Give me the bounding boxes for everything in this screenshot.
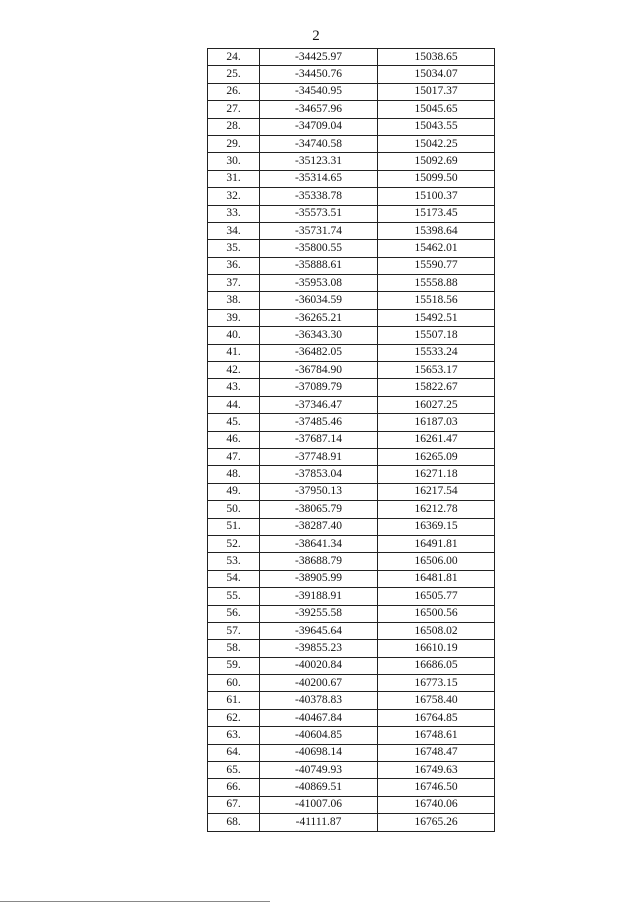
y-coordinate-cell: 16610.19 — [378, 640, 495, 657]
table-row — [208, 222, 495, 239]
y-coordinate-cell: 15017.37 — [378, 83, 495, 100]
x-coordinate-cell: -40749.93 — [260, 762, 378, 779]
table-row — [208, 170, 495, 187]
table-row — [208, 431, 495, 448]
point-number-cell: 47. — [208, 448, 260, 465]
table-row — [208, 675, 495, 692]
x-coordinate-cell: -34425.97 — [260, 49, 378, 66]
x-coordinate-cell: -36265.21 — [260, 309, 378, 326]
y-coordinate-cell: 15043.55 — [378, 118, 495, 135]
point-number-cell: 35. — [208, 240, 260, 257]
table-row — [208, 153, 495, 170]
table-row — [208, 205, 495, 222]
point-number-cell: 64. — [208, 744, 260, 761]
x-coordinate-cell: -40604.85 — [260, 727, 378, 744]
y-coordinate-cell: 16265.09 — [378, 448, 495, 465]
point-number-cell: 53. — [208, 553, 260, 570]
table-row — [208, 657, 495, 674]
table-row — [208, 779, 495, 796]
table-row — [208, 101, 495, 118]
y-coordinate-cell: 15653.17 — [378, 362, 495, 379]
x-coordinate-cell: -34540.95 — [260, 83, 378, 100]
x-coordinate-cell: -34450.76 — [260, 66, 378, 83]
x-coordinate-cell: -37346.47 — [260, 396, 378, 413]
x-coordinate-cell: -37950.13 — [260, 483, 378, 500]
y-coordinate-cell: 15507.18 — [378, 327, 495, 344]
table-row — [208, 692, 495, 709]
table-row — [208, 448, 495, 465]
table-row — [208, 727, 495, 744]
x-coordinate-cell: -38287.40 — [260, 518, 378, 535]
point-number-cell: 55. — [208, 588, 260, 605]
point-number-cell: 39. — [208, 309, 260, 326]
table-row — [208, 344, 495, 361]
table-row — [208, 292, 495, 309]
x-coordinate-cell: -40467.84 — [260, 709, 378, 726]
point-number-cell: 43. — [208, 379, 260, 396]
table-row — [208, 66, 495, 83]
coordinates-table — [207, 48, 495, 832]
table-row — [208, 257, 495, 274]
coordinates-table-body — [208, 49, 495, 832]
point-number-cell: 46. — [208, 431, 260, 448]
point-number-cell: 49. — [208, 483, 260, 500]
point-number-cell: 32. — [208, 188, 260, 205]
point-number-cell: 41. — [208, 344, 260, 361]
x-coordinate-cell: -34740.58 — [260, 135, 378, 152]
table-row — [208, 588, 495, 605]
table-row — [208, 118, 495, 135]
x-coordinate-cell: -37485.46 — [260, 414, 378, 431]
point-number-cell: 67. — [208, 796, 260, 813]
point-number-cell: 42. — [208, 362, 260, 379]
table-row — [208, 796, 495, 813]
point-number-cell: 62. — [208, 709, 260, 726]
point-number-cell: 56. — [208, 605, 260, 622]
table-row — [208, 327, 495, 344]
table-row — [208, 483, 495, 500]
y-coordinate-cell: 15099.50 — [378, 170, 495, 187]
table-row — [208, 379, 495, 396]
table-row — [208, 466, 495, 483]
table-row — [208, 83, 495, 100]
point-number-cell: 24. — [208, 49, 260, 66]
y-coordinate-cell: 16748.47 — [378, 744, 495, 761]
x-coordinate-cell: -36343.30 — [260, 327, 378, 344]
y-coordinate-cell: 15518.56 — [378, 292, 495, 309]
point-number-cell: 54. — [208, 570, 260, 587]
x-coordinate-cell: -39855.23 — [260, 640, 378, 657]
y-coordinate-cell: 15034.07 — [378, 66, 495, 83]
point-number-cell: 31. — [208, 170, 260, 187]
y-coordinate-cell: 16506.00 — [378, 553, 495, 570]
table-row — [208, 396, 495, 413]
table-row — [208, 553, 495, 570]
x-coordinate-cell: -37687.14 — [260, 431, 378, 448]
table-row — [208, 518, 495, 535]
point-number-cell: 65. — [208, 762, 260, 779]
x-coordinate-cell: -40378.83 — [260, 692, 378, 709]
x-coordinate-cell: -36482.05 — [260, 344, 378, 361]
point-number-cell: 28. — [208, 118, 260, 135]
table-row — [208, 709, 495, 726]
point-number-cell: 30. — [208, 153, 260, 170]
point-number-cell: 58. — [208, 640, 260, 657]
y-coordinate-cell: 15038.65 — [378, 49, 495, 66]
point-number-cell: 57. — [208, 622, 260, 639]
y-coordinate-cell: 15590.77 — [378, 257, 495, 274]
point-number-cell: 45. — [208, 414, 260, 431]
y-coordinate-cell: 15822.67 — [378, 379, 495, 396]
x-coordinate-cell: -41007.06 — [260, 796, 378, 813]
point-number-cell: 25. — [208, 66, 260, 83]
table-row — [208, 188, 495, 205]
x-coordinate-cell: -39188.91 — [260, 588, 378, 605]
x-coordinate-cell: -41111.87 — [260, 814, 378, 831]
y-coordinate-cell: 16505.77 — [378, 588, 495, 605]
table-row — [208, 762, 495, 779]
point-number-cell: 36. — [208, 257, 260, 274]
x-coordinate-cell: -37853.04 — [260, 466, 378, 483]
point-number-cell: 60. — [208, 675, 260, 692]
y-coordinate-cell: 16758.40 — [378, 692, 495, 709]
x-coordinate-cell: -35573.51 — [260, 205, 378, 222]
table-row — [208, 309, 495, 326]
x-coordinate-cell: -40698.14 — [260, 744, 378, 761]
x-coordinate-cell: -34709.04 — [260, 118, 378, 135]
point-number-cell: 50. — [208, 501, 260, 518]
y-coordinate-cell: 16508.02 — [378, 622, 495, 639]
table-row — [208, 744, 495, 761]
table-row — [208, 640, 495, 657]
x-coordinate-cell: -35314.65 — [260, 170, 378, 187]
point-number-cell: 38. — [208, 292, 260, 309]
point-number-cell: 40. — [208, 327, 260, 344]
point-number-cell: 37. — [208, 275, 260, 292]
x-coordinate-cell: -38641.34 — [260, 535, 378, 552]
x-coordinate-cell: -40200.67 — [260, 675, 378, 692]
y-coordinate-cell: 15398.64 — [378, 222, 495, 239]
point-number-cell: 34. — [208, 222, 260, 239]
x-coordinate-cell: -37748.91 — [260, 448, 378, 465]
y-coordinate-cell: 16187.03 — [378, 414, 495, 431]
x-coordinate-cell: -35123.31 — [260, 153, 378, 170]
table-row — [208, 622, 495, 639]
y-coordinate-cell: 16261.47 — [378, 431, 495, 448]
y-coordinate-cell: 16740.06 — [378, 796, 495, 813]
x-coordinate-cell: -36034.59 — [260, 292, 378, 309]
y-coordinate-cell: 15042.25 — [378, 135, 495, 152]
y-coordinate-cell: 16749.63 — [378, 762, 495, 779]
table-row — [208, 814, 495, 831]
y-coordinate-cell: 15173.45 — [378, 205, 495, 222]
x-coordinate-cell: -38905.99 — [260, 570, 378, 587]
y-coordinate-cell: 15462.01 — [378, 240, 495, 257]
point-number-cell: 68. — [208, 814, 260, 831]
x-coordinate-cell: -40869.51 — [260, 779, 378, 796]
point-number-cell: 66. — [208, 779, 260, 796]
x-coordinate-cell: -39255.58 — [260, 605, 378, 622]
x-coordinate-cell: -38688.79 — [260, 553, 378, 570]
table-row — [208, 135, 495, 152]
point-number-cell: 29. — [208, 135, 260, 152]
y-coordinate-cell: 15558.88 — [378, 275, 495, 292]
table-row — [208, 501, 495, 518]
point-number-cell: 48. — [208, 466, 260, 483]
table-row — [208, 49, 495, 66]
y-coordinate-cell: 16765.26 — [378, 814, 495, 831]
table-row — [208, 240, 495, 257]
point-number-cell: 61. — [208, 692, 260, 709]
y-coordinate-cell: 15045.65 — [378, 101, 495, 118]
y-coordinate-cell: 16481.81 — [378, 570, 495, 587]
y-coordinate-cell: 16773.15 — [378, 675, 495, 692]
y-coordinate-cell: 16746.50 — [378, 779, 495, 796]
x-coordinate-cell: -35338.78 — [260, 188, 378, 205]
y-coordinate-cell: 16369.15 — [378, 518, 495, 535]
y-coordinate-cell: 15492.51 — [378, 309, 495, 326]
point-number-cell: 26. — [208, 83, 260, 100]
y-coordinate-cell: 15533.24 — [378, 344, 495, 361]
point-number-cell: 59. — [208, 657, 260, 674]
point-number-cell: 33. — [208, 205, 260, 222]
x-coordinate-cell: -38065.79 — [260, 501, 378, 518]
y-coordinate-cell: 16500.56 — [378, 605, 495, 622]
table-row — [208, 570, 495, 587]
point-number-cell: 52. — [208, 535, 260, 552]
x-coordinate-cell: -35888.61 — [260, 257, 378, 274]
x-coordinate-cell: -40020.84 — [260, 657, 378, 674]
bottom-divider — [0, 901, 270, 902]
y-coordinate-cell: 15092.69 — [378, 153, 495, 170]
table-row — [208, 535, 495, 552]
page-number: 2 — [312, 28, 320, 44]
y-coordinate-cell: 16271.18 — [378, 466, 495, 483]
x-coordinate-cell: -34657.96 — [260, 101, 378, 118]
table-row — [208, 605, 495, 622]
table-row — [208, 275, 495, 292]
y-coordinate-cell: 16764.85 — [378, 709, 495, 726]
x-coordinate-cell: -35731.74 — [260, 222, 378, 239]
x-coordinate-cell: -35800.55 — [260, 240, 378, 257]
point-number-cell: 63. — [208, 727, 260, 744]
table-row — [208, 414, 495, 431]
table-row — [208, 362, 495, 379]
y-coordinate-cell: 16217.54 — [378, 483, 495, 500]
y-coordinate-cell: 16491.81 — [378, 535, 495, 552]
y-coordinate-cell: 15100.37 — [378, 188, 495, 205]
y-coordinate-cell: 16027.25 — [378, 396, 495, 413]
x-coordinate-cell: -35953.08 — [260, 275, 378, 292]
point-number-cell: 27. — [208, 101, 260, 118]
x-coordinate-cell: -39645.64 — [260, 622, 378, 639]
x-coordinate-cell: -36784.90 — [260, 362, 378, 379]
point-number-cell: 51. — [208, 518, 260, 535]
point-number-cell: 44. — [208, 396, 260, 413]
y-coordinate-cell: 16686.05 — [378, 657, 495, 674]
x-coordinate-cell: -37089.79 — [260, 379, 378, 396]
y-coordinate-cell: 16748.61 — [378, 727, 495, 744]
y-coordinate-cell: 16212.78 — [378, 501, 495, 518]
